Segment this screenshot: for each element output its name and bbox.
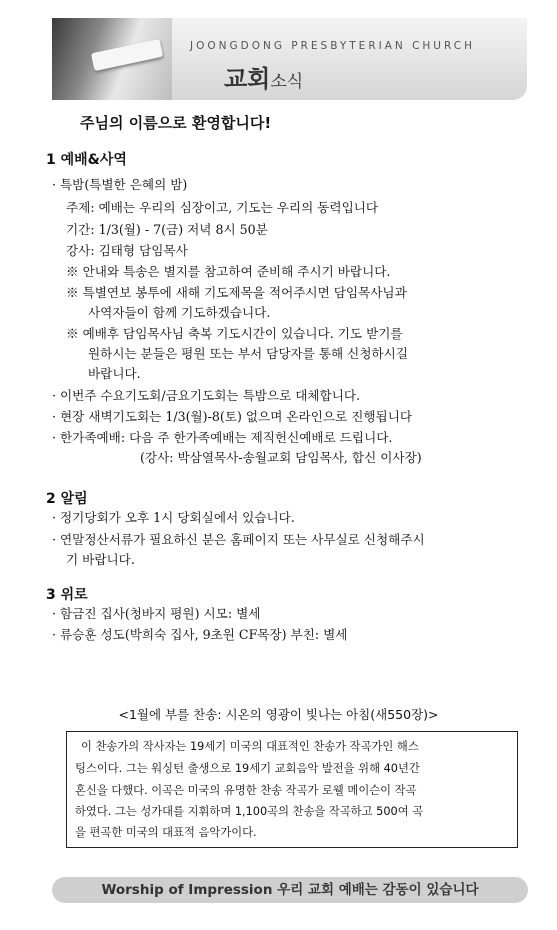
list-item: · 특밤(특별한 은혜의 밤) xyxy=(52,177,188,192)
list-item: · 이번주 수요기도회/금요기도회는 특밤으로 대체합니다. xyxy=(52,388,361,403)
list-item: 원하시는 분들은 평원 또는 부서 담당자를 통해 신청하시길 xyxy=(88,346,408,361)
list-item: · 류승훈 성도(박희숙 집사, 9초원 CF목장) 부친: 별세 xyxy=(52,627,348,642)
hymn-line: 혼신을 다했다. 이곡은 미국의 유명한 찬송 작곡가 로웰 메이슨이 작곡 xyxy=(75,784,417,797)
church-name: JOONGDONG PRESBYTERIAN CHURCH xyxy=(190,40,475,52)
title-sub: 소식 xyxy=(270,72,304,92)
hymn-line: 하였다. 그는 성가대를 지휘하며 1,100곡의 찬송을 작곡하고 500여 곡 xyxy=(75,805,424,818)
page-title xyxy=(224,59,303,94)
list-item: 기 바랍니다. xyxy=(66,552,135,567)
section-heading-notices: 2 알림 xyxy=(46,491,88,507)
hymn-title: <1월에 부를 찬송: 시온의 영광이 빛나는 아침(새550장)> xyxy=(118,707,439,722)
hymn-line: 이 찬송가의 작사자는 19세기 미국의 대표적인 찬송가 작곡가인 해스 xyxy=(81,740,419,753)
list-item: ※ 예배후 담임목사님 축복 기도시간이 있습니다. 기도 받기를 xyxy=(66,326,403,341)
footer-banner: Worship of Impression 우리 교회 예배는 감동이 있습니다 xyxy=(52,877,528,903)
list-item: 강사: 김태형 담임목사 xyxy=(66,243,188,258)
list-item: ※ 특별연보 봉투에 새해 기도제목을 적어주시면 담임목사님과 xyxy=(66,285,407,300)
hymn-line: 팅스이다. 그는 워싱턴 출생으로 19세기 교회음악 발전을 위해 40년간 xyxy=(75,762,420,775)
list-item: ※ 안내와 특송은 별지를 참고하여 준비해 주시기 바랍니다. xyxy=(66,264,391,279)
title-main: 교회 xyxy=(224,65,271,93)
list-item: 사역자들이 함께 기도하겠습니다. xyxy=(88,305,271,320)
welcome-text: 주님의 이름으로 환영합니다! xyxy=(80,114,272,132)
section-heading-condolences: 3 위로 xyxy=(46,587,88,603)
list-item: · 현장 새벽기도회는 1/3(월)-8(토) 없으며 온라인으로 진행됩니다 xyxy=(52,409,413,424)
list-item: (강사: 박삼열목사-송월교회 담임목사, 합신 이사장) xyxy=(140,450,422,465)
list-item: · 연말정산서류가 필요하신 분은 홈페이지 또는 사무실로 신청해주시 xyxy=(52,532,425,547)
list-item: · 정기당회가 오후 1시 당회실에서 있습니다. xyxy=(52,510,295,525)
list-item: 주제: 예배는 우리의 심장이고, 기도는 우리의 동력입니다 xyxy=(66,200,379,215)
hymn-line: 을 편곡한 미국의 대표적 음악가이다. xyxy=(75,826,257,839)
section-heading-worship: 1 예배&사역 xyxy=(46,152,127,168)
list-item: 기간: 1/3(월) - 7(금) 저녁 8시 50분 xyxy=(66,222,268,237)
header-banner xyxy=(52,18,527,100)
list-item: · 함금진 집사(청바지 평원) 시모: 별세 xyxy=(52,606,261,621)
hymn-description-box xyxy=(66,731,518,848)
bible-image xyxy=(52,18,172,100)
list-item: · 한가족예배: 다음 주 한가족예배는 제직헌신예배로 드립니다. xyxy=(52,430,393,445)
list-item: 바랍니다. xyxy=(88,366,141,381)
